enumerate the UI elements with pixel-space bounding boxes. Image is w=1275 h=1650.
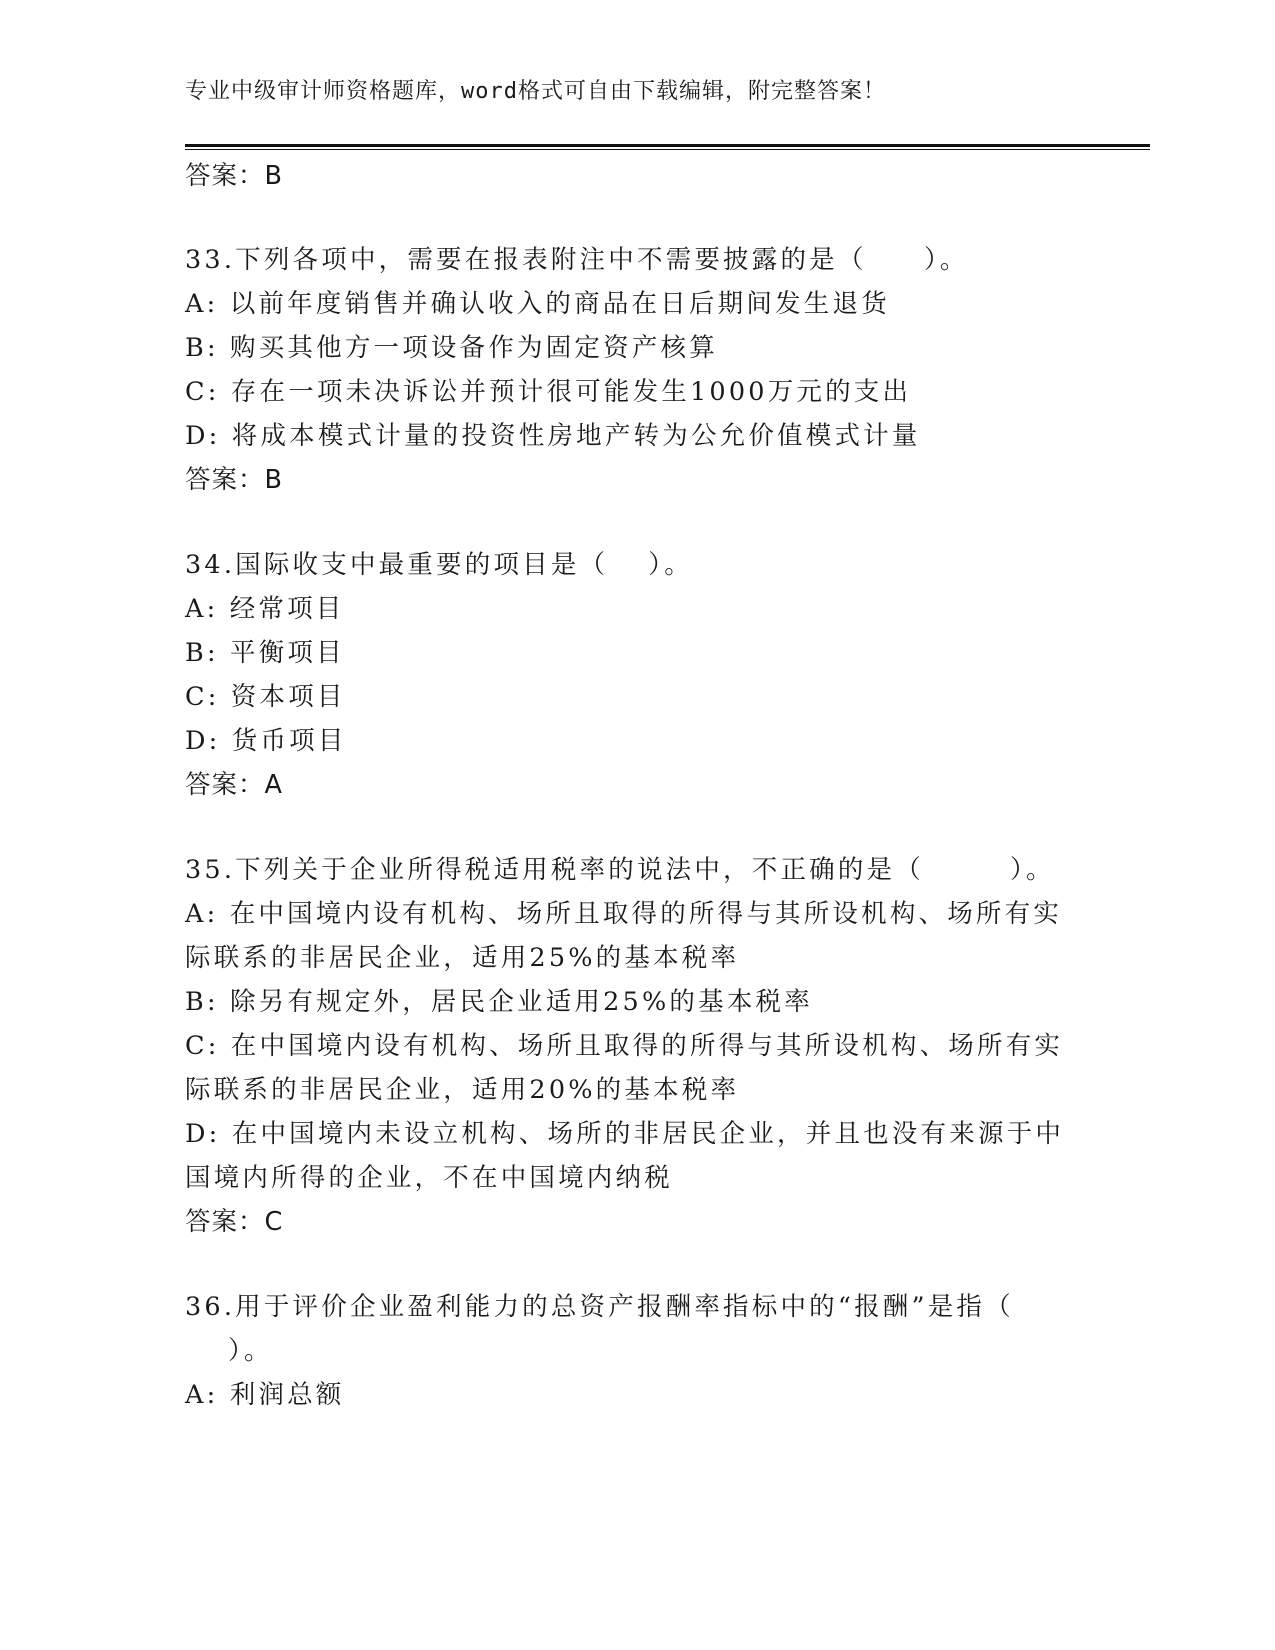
header-rule-thin [185,149,1150,150]
answer-33: 答案：B [185,465,283,495]
question-34-option-c: C: 资本项目 [185,682,346,712]
question-33-option-a: A: 以前年度销售并确认收入的商品在日后期间发生退货 [185,289,890,319]
question-35-option-d-line2: 国境内所得的企业，不在中国境内纳税 [185,1163,673,1193]
answer-32: 答案：B [185,161,283,191]
answer-35: 答案：C [185,1207,284,1237]
header-text: 专业中级审计师资格题库，word格式可自由下载编辑，附完整答案！ [185,79,886,104]
question-35-option-c-line1: C: 在中国境内设有机构、场所且取得的所得与其所设机构、场所有实 [185,1031,1064,1061]
question-35-stem: 35.下列关于企业所得税适用税率的说法中，不正确的是（ ）。 [185,855,1055,885]
question-34-option-b: B: 平衡项目 [185,638,345,668]
question-35-option-d-line1: D: 在中国境内未设立机构、场所的非居民企业，并且也没有来源于中 [185,1119,1065,1149]
question-36-option-a: A: 利润总额 [185,1380,345,1410]
question-35-option-a-line1: A: 在中国境内设有机构、场所且取得的所得与其所设机构、场所有实 [185,899,1063,929]
question-33-option-b: B: 购买其他方一项设备作为固定资产核算 [185,333,718,363]
question-36-stem-line2: ）。 [228,1336,273,1366]
answer-34: 答案：A [185,770,283,800]
question-34-option-d: D: 货币项目 [185,726,347,756]
question-33-stem: 33.下列各项中，需要在报表附注中不需要披露的是（ ）。 [185,245,969,275]
question-35-option-b: B: 除另有规定外，居民企业适用25%的基本税率 [185,987,813,1017]
question-34-stem: 34.国际收支中最重要的项目是（ ）。 [185,550,693,580]
question-33-option-c: C: 存在一项未决诉讼并预计很可能发生1000万元的支出 [185,377,912,407]
question-33-option-d: D: 将成本模式计量的投资性房地产转为公允价值模式计量 [185,421,921,451]
header-rule-thick [185,144,1150,147]
question-35-option-a-line2: 际联系的非居民企业，适用25%的基本税率 [185,943,740,973]
question-36-stem-line1: 36.用于评价企业盈利能力的总资产报酬率指标中的“报酬”是指（ [185,1292,1014,1322]
question-34-option-a: A: 经常项目 [185,594,345,624]
question-35-option-c-line2: 际联系的非居民企业，适用20%的基本税率 [185,1075,740,1105]
